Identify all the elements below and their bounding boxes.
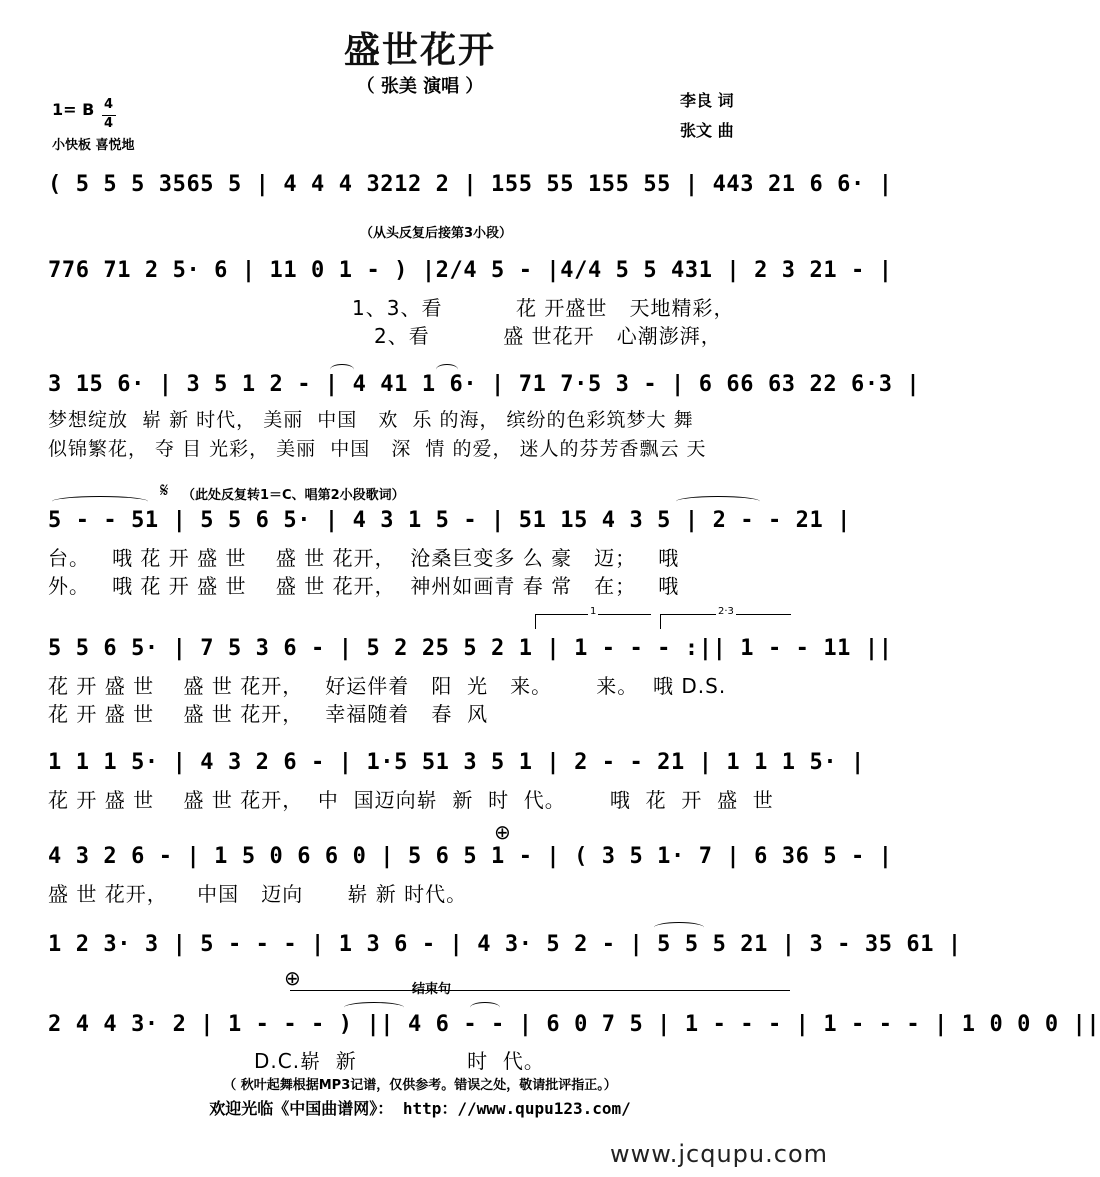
volta-label-2-3: 2·3	[718, 606, 734, 617]
watermark: www.jcqupu.com	[610, 1140, 828, 1168]
lyric-line-3b: 似锦繁花， 夺 目 光彩， 美丽 中国 深 情 的爱， 迷人的芬芳香飘云 天	[48, 438, 707, 460]
tie-arc	[52, 496, 148, 507]
tie-arc	[330, 364, 354, 375]
segno-annotation: （此处反复转1＝C、唱第2小段歌词）	[182, 488, 405, 503]
notation-line-6: 1 1 1 5· | 4 3 2 6 - | 1·5 51 3 5 1 | 2 - - 21 | 1 1 1 5· |	[48, 750, 865, 775]
coda-icon: ⊕	[494, 820, 511, 844]
tie-arc	[344, 1002, 404, 1013]
volta-bracket-2-3	[660, 606, 791, 629]
composer-credit: 张文 曲	[680, 121, 734, 140]
notation-line-1: ( 5 5 5 3565 5 | 4 4 4 3212 2 | 155 55 155 55 | 443 21 6 6· |	[48, 172, 893, 197]
ending-bracket	[290, 990, 790, 991]
volta-label-1: 1	[590, 606, 597, 617]
time-signature-top: 4	[104, 97, 114, 112]
lyric-line-4b: 外。 哦 花 开 盛 世 盛 世 花开， 神州如画青 春 常 在； 哦	[48, 574, 680, 598]
lyricist-credit: 李良 词	[680, 91, 734, 110]
notation-line-9: 2 4 4 3· 2 | 1 - - - ) || 4 6 - - | 6 0 7 5 | 1 - - - | 1 - - - | 1 0 0 0 ||	[48, 1012, 1100, 1037]
notation-line-4: 5 - - 51 | 5 5 6 5· | 4 3 1 5 - | 51 15 4 3 5 | 2 - - 21 |	[48, 508, 852, 533]
lyric-line-5a: 花 开 盛 世 盛 世 花开， 好运伴着 阳 光 来。 来。 哦 D.S.	[48, 674, 727, 698]
lyric-line-9: D.C.崭 新 时 代。	[254, 1049, 545, 1073]
ending-annotation: 结束句	[412, 982, 452, 997]
notation-line-2: 776 71 2 5· 6 | 11 0 1 - ) |2/4 5 - |4/4 5 5 431 | 2 3 21 - |	[48, 258, 893, 283]
lyric-line-5b: 花 开 盛 世 盛 世 花开， 幸福随着 春 风	[48, 702, 489, 726]
time-signature-bottom: 4	[104, 116, 114, 131]
notation-line-5: 5 5 6 5· | 7 5 3 6 - | 5 2 25 5 2 1 | 1 - - - :|| 1 - - 11 ||	[48, 636, 893, 661]
lyric-line-2a: 1、3、看 花 开盛世 天地精彩，	[352, 296, 735, 320]
key-signature: 1= B	[52, 100, 95, 119]
tie-arc	[654, 922, 704, 933]
footnote: （ 秋叶起舞根据MP3记谱，仅供参考。错误之处，敬请批评指正。）	[223, 1078, 617, 1093]
notation-line-7: 4 3 2 6 - | 1 5 0 6 6 0 | 5 6 5 1 - | ( 3 5 1· 7 | 6 36 5 - |	[48, 844, 893, 869]
singer-credit: （ 张美 演唱 ）	[356, 76, 484, 97]
tie-arc	[676, 496, 760, 507]
song-title: 盛世花开	[343, 30, 496, 71]
lyric-line-4a: 台。 哦 花 开 盛 世 盛 世 花开， 沧桑巨变多 么 豪 迈； 哦	[48, 546, 680, 570]
notation-line-8: 1 2 3· 3 | 5 - - - | 1 3 6 - | 4 3· 5 2 - | 5 5 5 21 | 3 - 35 61 |	[48, 932, 962, 957]
tempo-marking: 小快板 喜悦地	[52, 138, 135, 153]
volta-bracket-1	[535, 606, 651, 629]
website-welcome: 欢迎光临《中国曲谱网》： http：//www.qupu123.com/	[209, 1099, 631, 1118]
tie-arc	[436, 364, 458, 375]
repeat-annotation: （从头反复后接第3小段）	[360, 226, 513, 241]
notation-line-3: 3 15 6· | 3 5 1 2 - | 4 41 1 6· | 71 7·5 3 - | 6 66 63 22 6·3 |	[48, 372, 921, 397]
lyric-line-6: 花 开 盛 世 盛 世 花开， 中 国迈向崭 新 时 代。 哦 花 开 盛 世	[48, 788, 774, 812]
coda-icon: ⊕	[284, 966, 301, 990]
lyric-line-3a: 梦想绽放 崭 新 时代， 美丽 中国 欢 乐 的海， 缤纷的色彩筑梦大 舞	[48, 409, 694, 431]
tie-arc	[470, 1002, 500, 1013]
lyric-line-7: 盛 世 花开， 中国 迈向 崭 新 时代。	[48, 882, 468, 906]
segno-icon: 𝄋	[160, 478, 169, 502]
lyric-line-2b: 2、看 盛 世花开 心潮澎湃，	[374, 324, 722, 348]
